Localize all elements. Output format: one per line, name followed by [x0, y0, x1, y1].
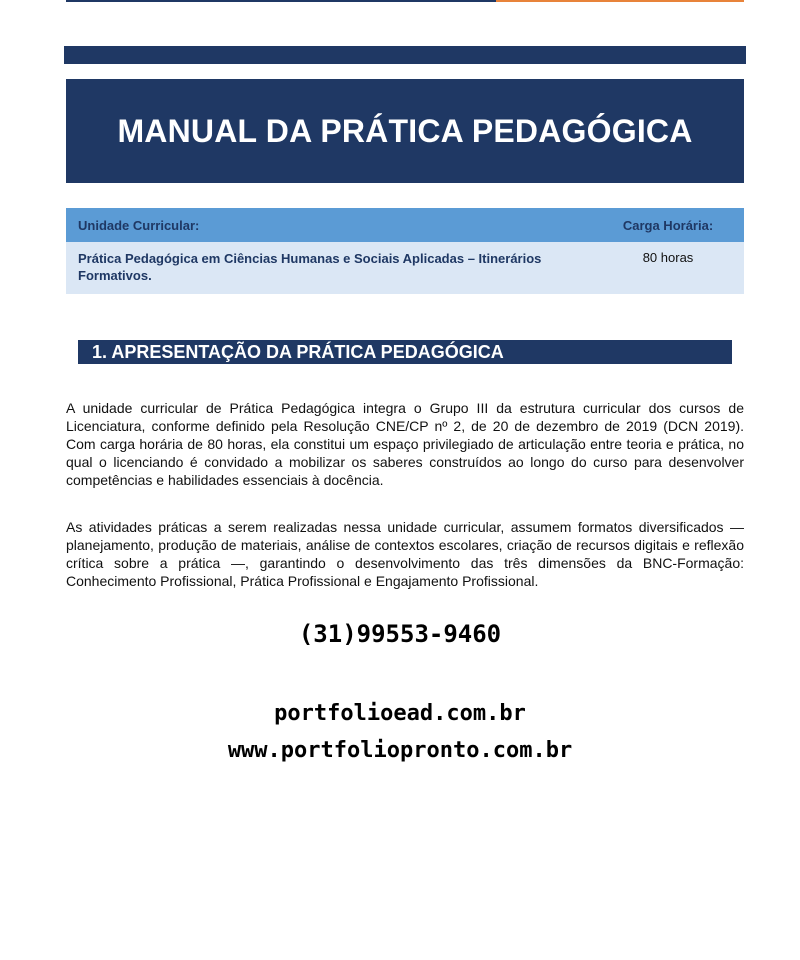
- page-title: MANUAL DA PRÁTICA PEDAGÓGICA: [117, 112, 693, 149]
- hours-value: 80 horas: [642, 250, 694, 265]
- top-rule-orange: [496, 0, 744, 2]
- promo-website-2: www.portfoliopronto.com.br: [227, 738, 573, 763]
- paragraph-activities: As atividades práticas a serem realizadas nessa unidade curricular, assumem formatos diversificados — planejamento, produção de materiais, análise de contextos escolares, criação de recursos digitais e reflexão crítica sobre a prática —, garantindo o desenvolvimento das três dimensões da BNC-Formação: Conhecimento Profissional, Prática Profissional e Engajamento Profissional.: [66, 519, 744, 589]
- unit-label: Unidade Curricular:: [78, 217, 200, 233]
- section-heading: 1. APRESENTAÇÃO DA PRÁTICA PEDAGÓGICA: [92, 341, 504, 362]
- promo-phone: (31)99553-9460: [298, 620, 502, 648]
- section-heading-bar: [78, 340, 732, 364]
- curricular-info-table: [66, 208, 744, 294]
- table-row: [66, 242, 744, 294]
- title-banner: [66, 79, 744, 183]
- title-strip: [64, 46, 746, 64]
- promo-website-1: portfolioead.com.br: [274, 701, 526, 726]
- unit-value: Prática Pedagógica em Ciências Humanas e Sociais Aplicadas – Itinerários Formativos.: [78, 251, 542, 283]
- table-header-row: [66, 208, 744, 242]
- hours-label: Carga Horária:: [622, 217, 714, 233]
- top-rule-navy: [66, 0, 496, 2]
- paragraph-presentation: A unidade curricular de Prática Pedagógica integra o Grupo III da estrutura curricular dos cursos de Licenciatura, conforme definido pela Resolução CNE/CP nº 2, de 20 de dezembro de 2019 (DCN 2019). Com carga horária de 80 horas, ela constitui um espaço privilegiado de articulação entre teoria e prática, no qual o licenciando é convidado a mobilizar os saberes construídos ao longo do curso para desenvolver competências e habilidades essenciais à docência.: [66, 400, 744, 488]
